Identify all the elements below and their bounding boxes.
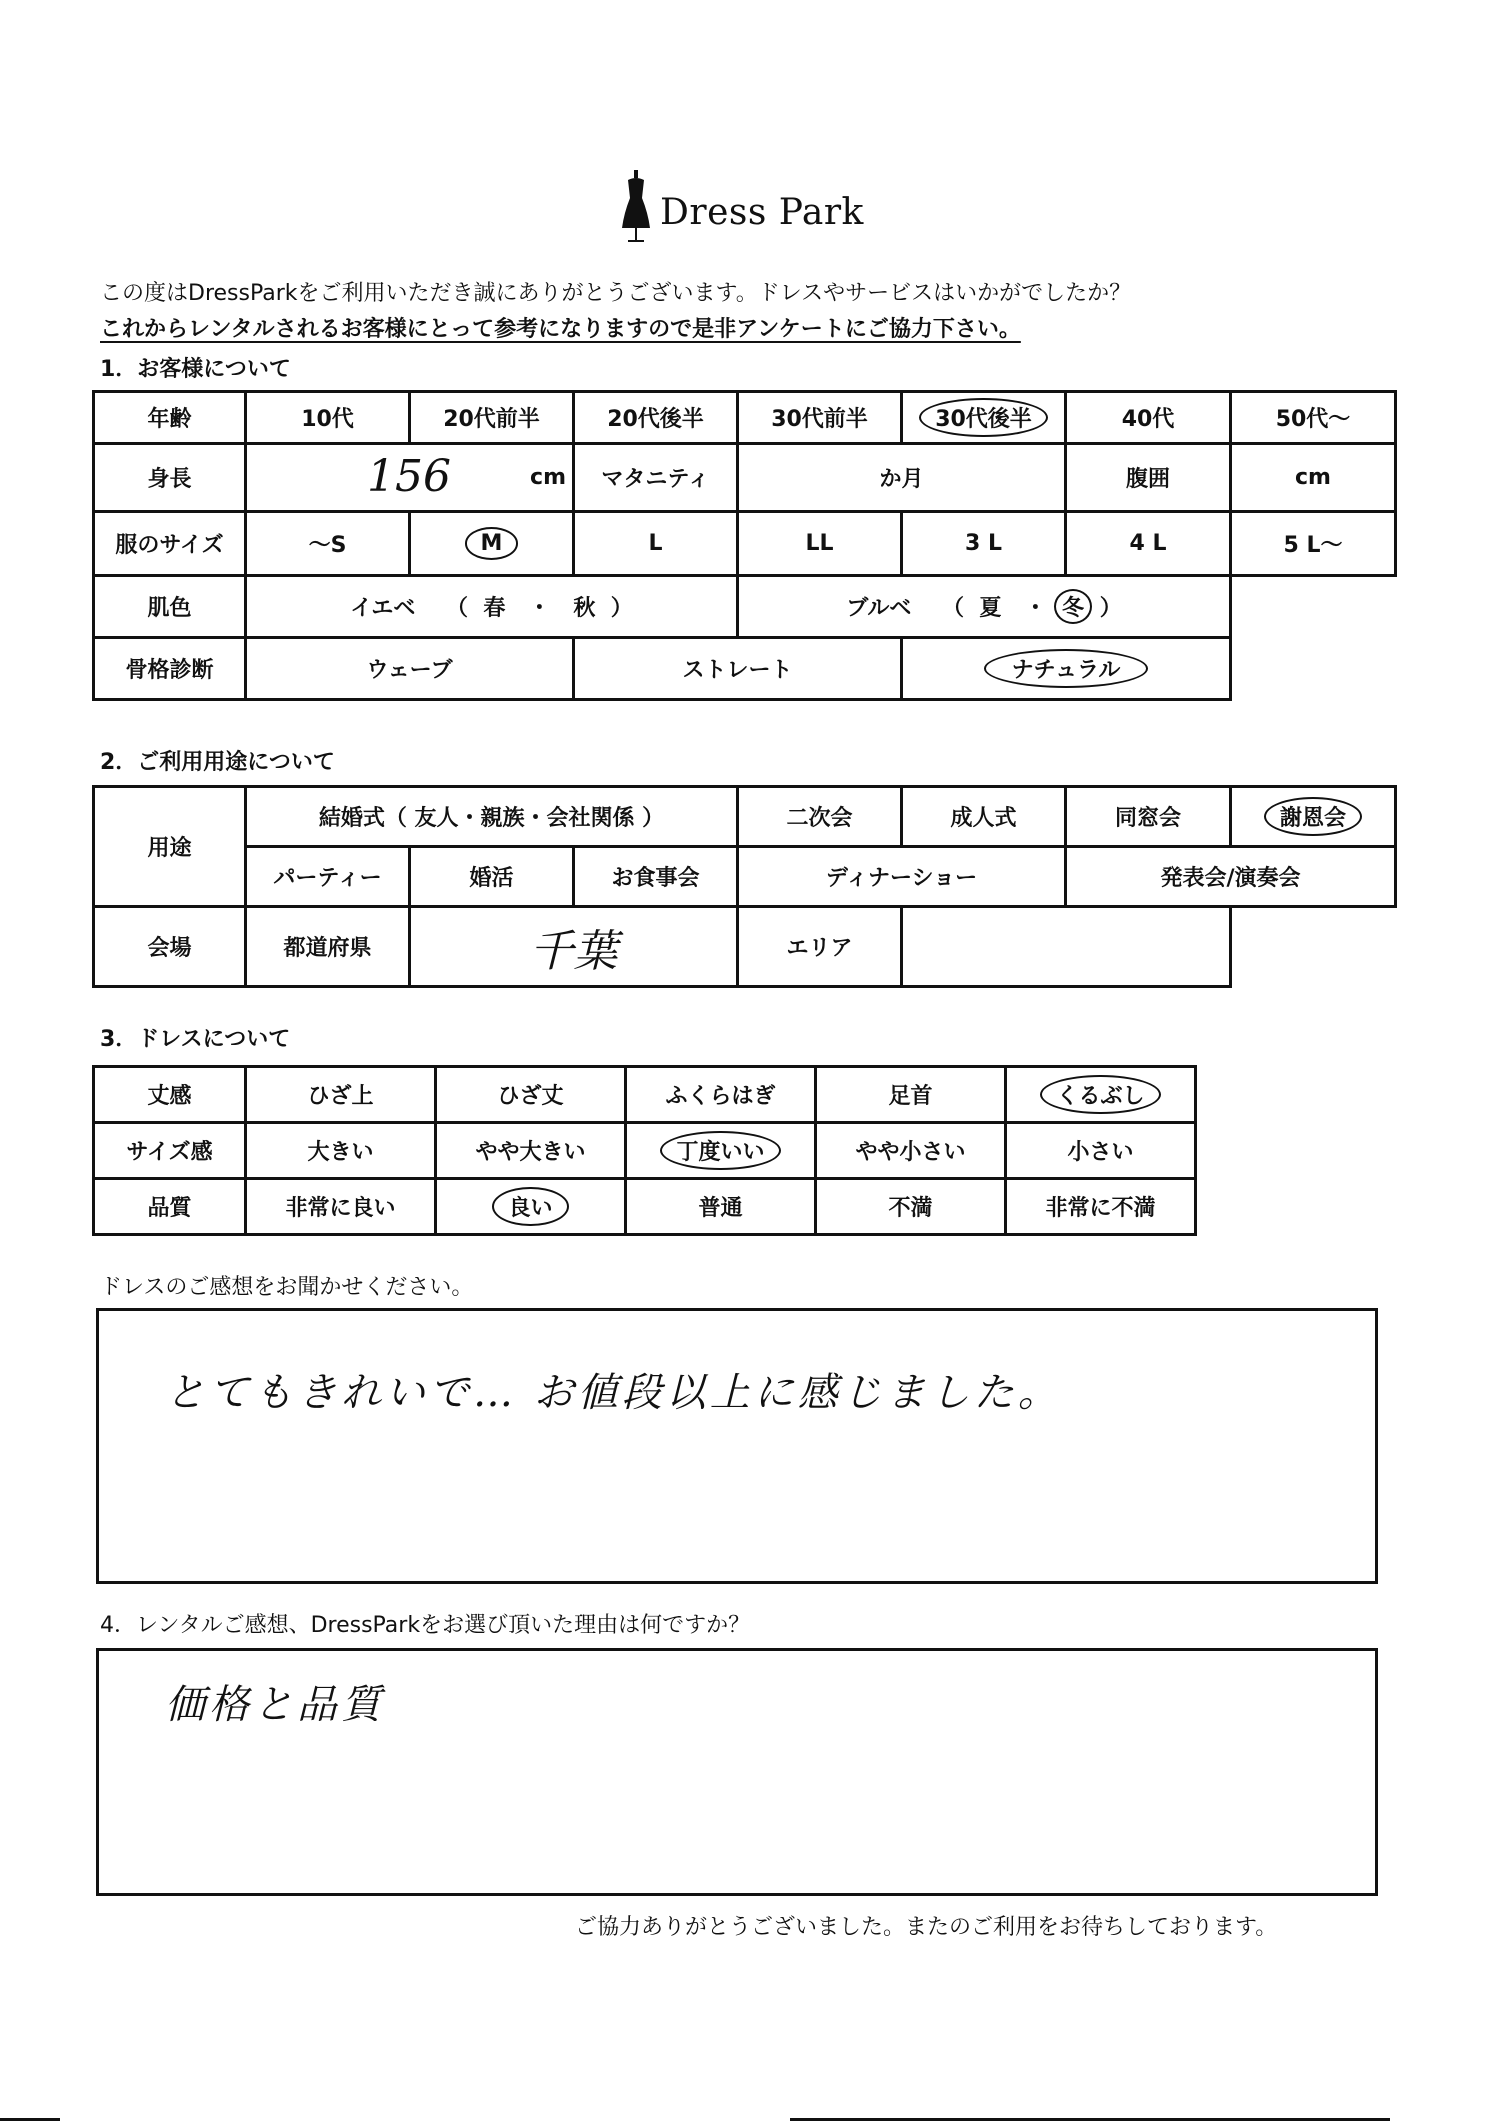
length-option[interactable]: ひざ丈 [436, 1067, 626, 1123]
purpose-option-wedding[interactable]: 結婚式（ 友人・親族・会社関係 ） [246, 787, 738, 847]
venue-label: 会場 [94, 907, 246, 987]
prefecture-label: 都道府県 [246, 907, 410, 987]
quality-option-selected[interactable] [436, 1179, 626, 1235]
fit-option[interactable]: 大きい [246, 1123, 436, 1179]
age-label: 年齢 [94, 392, 246, 444]
size-option[interactable]: 5 L～ [1231, 512, 1396, 576]
size-option[interactable]: 3 L [902, 512, 1066, 576]
size-option-selected[interactable] [410, 512, 574, 576]
fit-label: サイズ感 [94, 1123, 246, 1179]
frame-label: 骨格診断 [94, 638, 246, 700]
length-option[interactable]: ひざ上 [246, 1067, 436, 1123]
skin-yellow-label: イエベ [350, 596, 416, 621]
selection-circle: 30代後半 [919, 398, 1048, 437]
selection-circle: M [465, 527, 519, 560]
purpose-option[interactable]: 二次会 [738, 787, 902, 847]
skin-blue-label: ブルベ [846, 596, 912, 621]
length-option[interactable]: 足首 [816, 1067, 1006, 1123]
size-row [94, 512, 1396, 576]
intro-request-text: これからレンタルされるお客様にとって参考になりますので是非アンケートにご協力下さい。 [100, 317, 1021, 342]
selection-circle: 謝恩会 [1264, 797, 1362, 836]
section-2-heading: 2．ご利用用途について [100, 750, 335, 775]
purpose-option[interactable]: パーティー [246, 847, 410, 907]
quality-option[interactable]: 非常に不満 [1006, 1179, 1196, 1235]
purpose-option[interactable]: ディナーショー [738, 847, 1066, 907]
purpose-option[interactable]: 発表会/演奏会 [1066, 847, 1396, 907]
fit-option-selected[interactable] [626, 1123, 816, 1179]
frame-option[interactable]: ウェーブ [246, 638, 574, 700]
age-option[interactable]: 50代～ [1231, 392, 1396, 444]
section-1-heading: 1．お客様について [100, 357, 291, 382]
quality-option[interactable]: 普通 [626, 1179, 816, 1235]
paren-open: （ [446, 596, 469, 621]
fit-option[interactable]: やや小さい [816, 1123, 1006, 1179]
season-autumn: 秋 [573, 596, 596, 621]
frame-option-selected[interactable] [902, 638, 1231, 700]
age-option[interactable]: 20代前半 [410, 392, 574, 444]
reason-text: 価格と品質 [165, 1682, 385, 1728]
age-option[interactable]: 20代後半 [574, 392, 738, 444]
selection-circle: ナチュラル [984, 649, 1149, 688]
length-option-selected[interactable] [1006, 1067, 1196, 1123]
separator-dot: ・ [528, 596, 551, 621]
maternity-label: マタニティ [574, 444, 738, 512]
purpose-option-selected[interactable] [1231, 787, 1396, 847]
intro-text: この度はDressParkをご利用いただき誠にありがとうございます。ドレスやサービスはいかがでしたか？ [100, 281, 1132, 306]
frame-option[interactable]: ストレート [574, 638, 902, 700]
purpose-option[interactable]: 同窓会 [1066, 787, 1231, 847]
section-4-heading: 4．レンタルご感想、DressParkをお選び頂いた理由は何ですか？ [100, 1613, 751, 1638]
age-option[interactable]: 40代 [1066, 392, 1231, 444]
waist-label: 腹囲 [1066, 444, 1231, 512]
season-summer: 夏 [979, 596, 1002, 621]
dress-table [92, 1065, 1197, 1236]
length-label: 丈感 [94, 1067, 246, 1123]
scan-artifact-line [790, 2118, 1390, 2121]
length-option[interactable]: ふくらはぎ [626, 1067, 816, 1123]
purpose-row-1 [94, 787, 1396, 847]
selection-circle: 良い [492, 1187, 568, 1226]
skin-blue-option[interactable] [738, 576, 1231, 638]
age-option[interactable]: 10代 [246, 392, 410, 444]
height-value: 156 [367, 451, 451, 502]
age-option-selected[interactable] [902, 392, 1066, 444]
impression-heading: ドレスのご感想をお聞かせください。 [100, 1275, 474, 1300]
purpose-label: 用途 [94, 787, 246, 907]
prefecture-field[interactable] [410, 907, 738, 987]
frame-row [94, 638, 1396, 700]
size-label: 服のサイズ [94, 512, 246, 576]
prefecture-value: 千葉 [529, 925, 618, 977]
skin-label: 肌色 [94, 576, 246, 638]
height-label: 身長 [94, 444, 246, 512]
customer-table [92, 390, 1397, 701]
venue-row [94, 907, 1396, 987]
age-option[interactable]: 30代前半 [738, 392, 902, 444]
maternity-field[interactable]: か月 [738, 444, 1066, 512]
season-winter-selected: 冬 [1054, 589, 1092, 624]
area-field[interactable] [902, 907, 1231, 987]
skin-yellow-option[interactable] [246, 576, 738, 638]
section-3-heading: 3．ドレスについて [100, 1027, 291, 1052]
usage-table [92, 785, 1397, 988]
size-option[interactable]: 4 L [1066, 512, 1231, 576]
size-option[interactable]: ～S [246, 512, 410, 576]
height-field[interactable] [246, 444, 574, 512]
selection-circle: くるぶし [1040, 1075, 1160, 1114]
selection-circle: 丁度いい [660, 1131, 780, 1170]
paren-close: ） [610, 596, 633, 621]
quality-label: 品質 [94, 1179, 246, 1235]
waist-field[interactable]: cm [1231, 444, 1396, 512]
paren-close: ） [1099, 596, 1122, 621]
paren-open: （ [942, 596, 965, 621]
impression-textarea[interactable] [96, 1308, 1378, 1584]
quality-option[interactable]: 非常に良い [246, 1179, 436, 1235]
separator-dot: ・ [1024, 596, 1047, 621]
footer-thanks: ご協力ありがとうございました。またのご利用をお待ちしております。 [575, 1915, 1278, 1940]
purpose-option[interactable]: 婚活 [410, 847, 574, 907]
impression-text: とてもきれいで… お値段以上に感じました。 [165, 1370, 1062, 1416]
scan-artifact-line [0, 2118, 60, 2121]
skin-row [94, 576, 1396, 638]
length-row [94, 1067, 1196, 1123]
quality-option[interactable]: 不満 [816, 1179, 1006, 1235]
height-row [94, 444, 1396, 512]
age-row [94, 392, 1396, 444]
fit-option[interactable]: やや大きい [436, 1123, 626, 1179]
purpose-option[interactable]: お食事会 [574, 847, 738, 907]
size-option[interactable]: L [574, 512, 738, 576]
quality-row [94, 1179, 1196, 1235]
purpose-row-2 [94, 847, 1396, 907]
height-unit: cm [530, 465, 566, 490]
season-spring: 春 [483, 596, 506, 621]
fit-option[interactable]: 小さい [1006, 1123, 1196, 1179]
area-label: エリア [738, 907, 902, 987]
brand-logo-text: Dress Park [660, 192, 864, 233]
fit-row [94, 1123, 1196, 1179]
purpose-option[interactable]: 成人式 [902, 787, 1066, 847]
reason-textarea[interactable] [96, 1648, 1378, 1896]
size-option[interactable]: LL [738, 512, 902, 576]
